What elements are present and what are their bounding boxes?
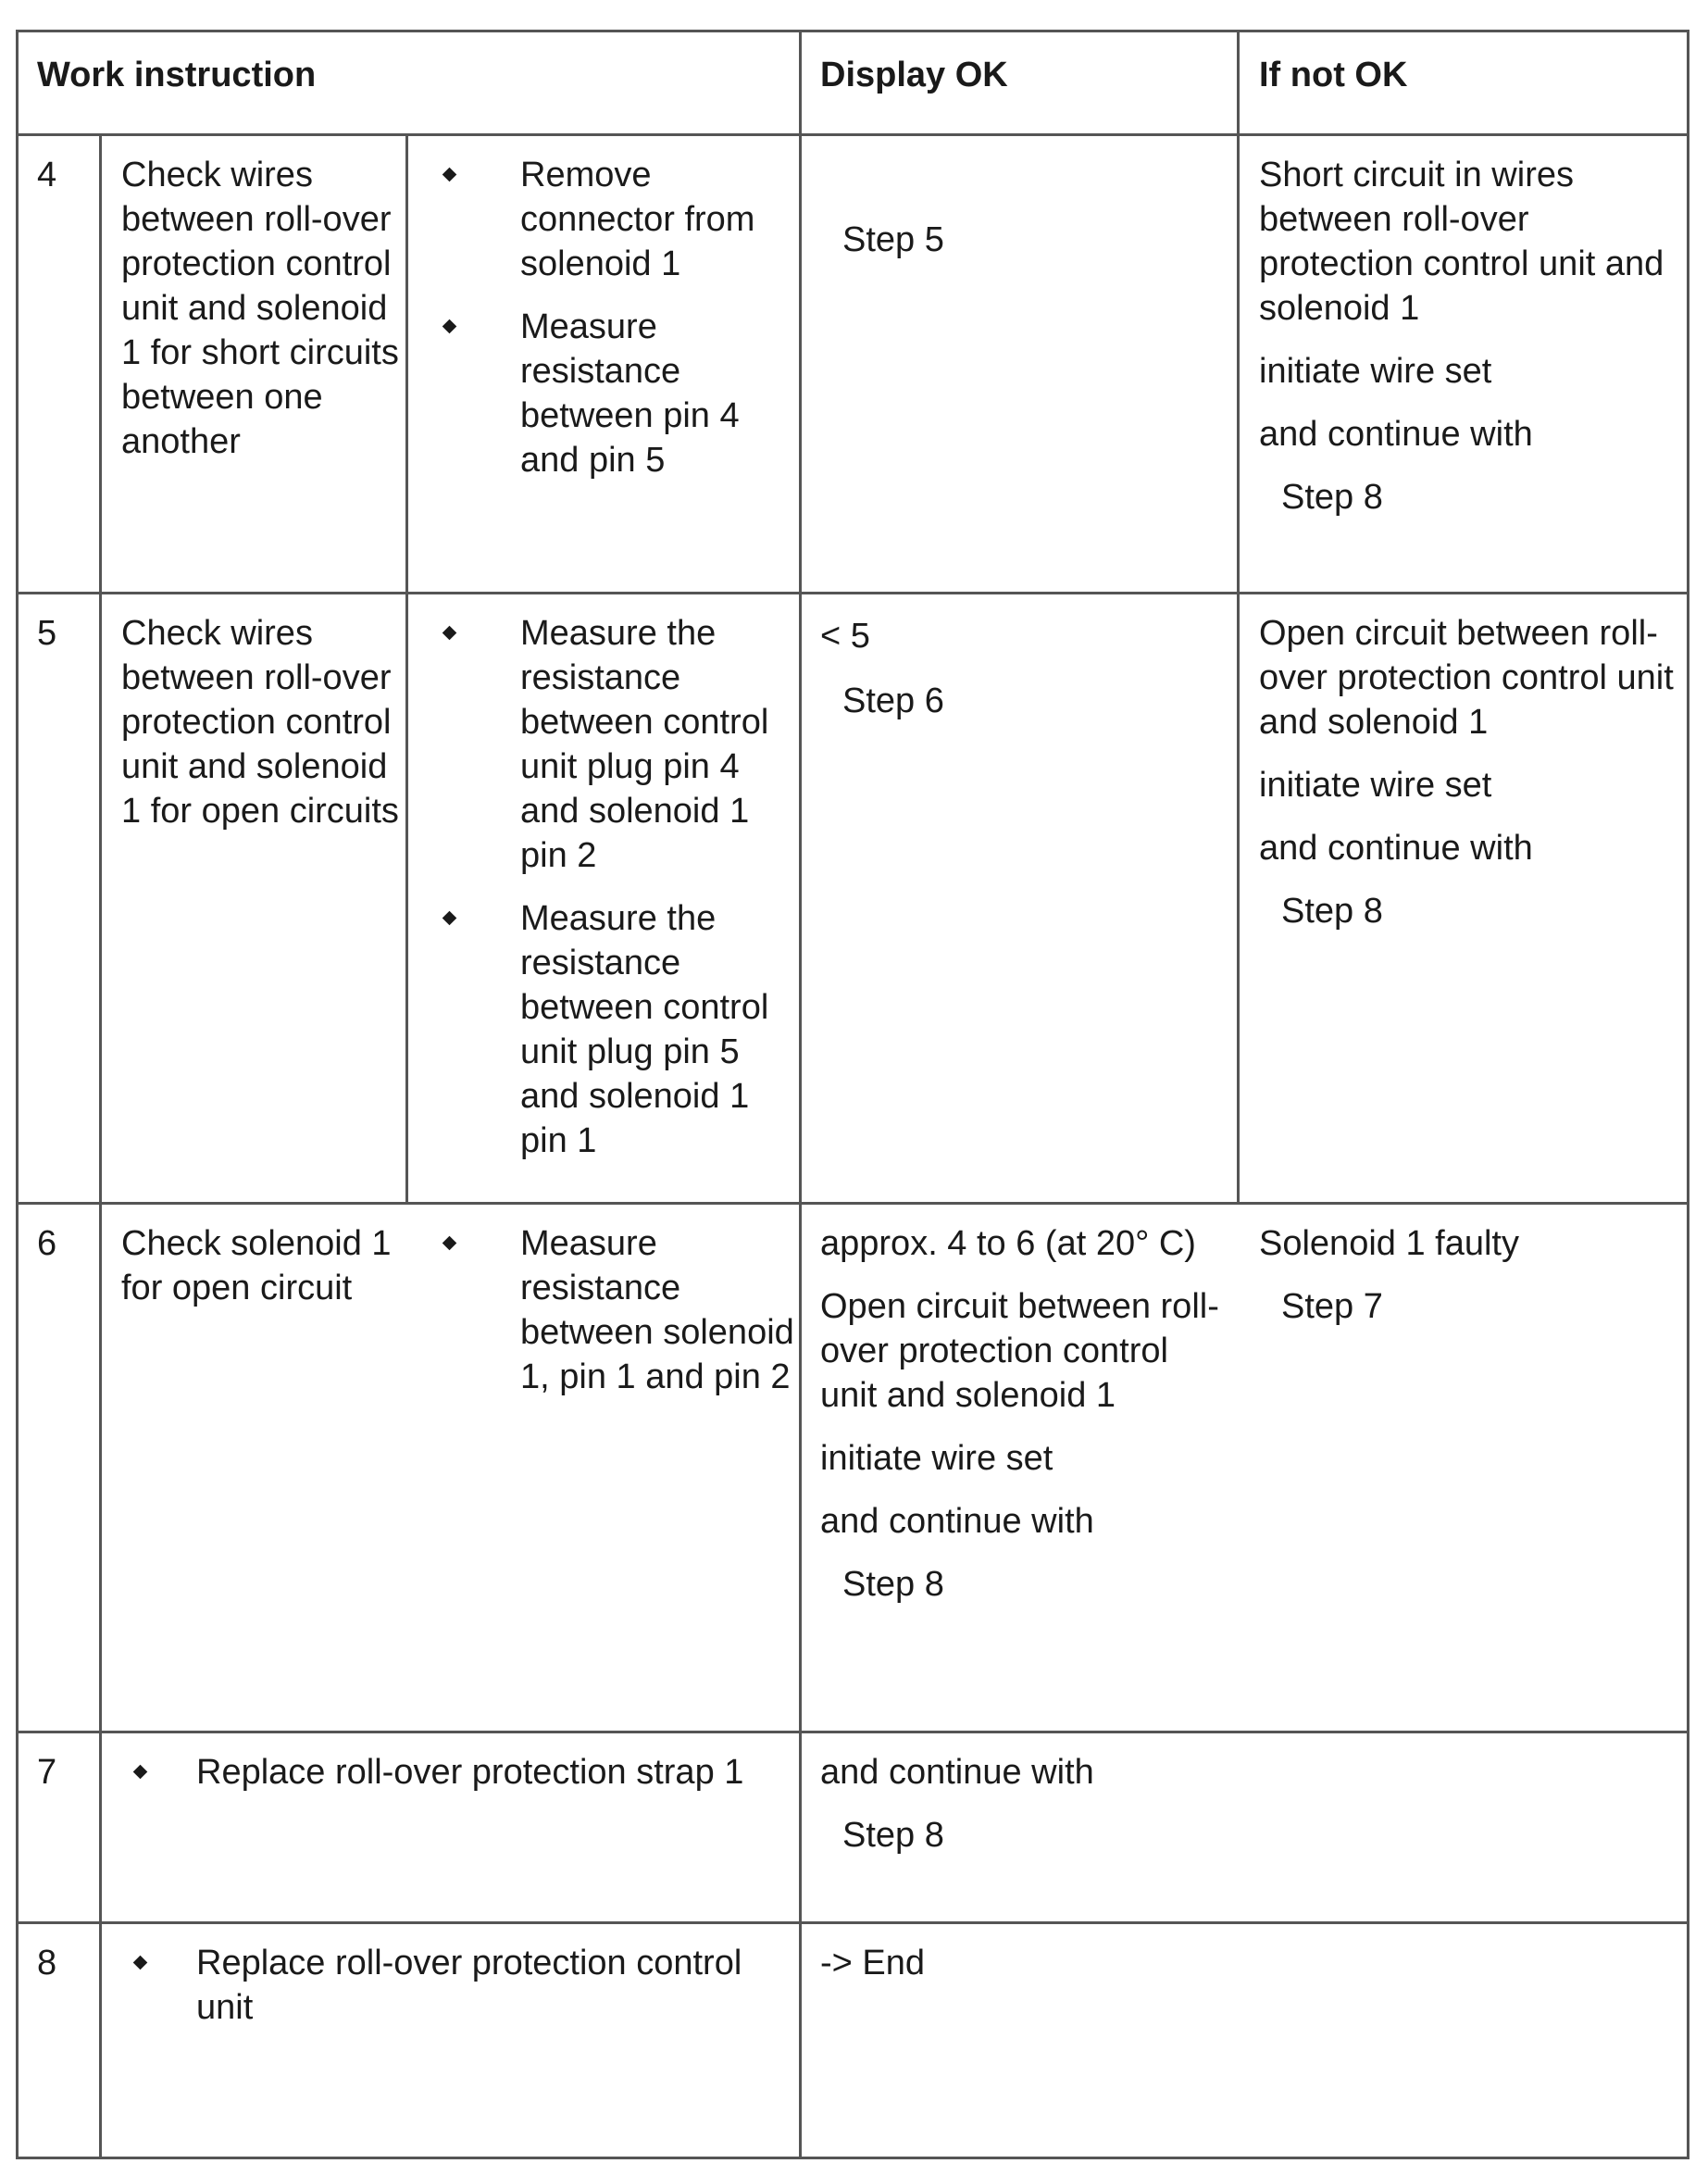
action-item: [106, 1750, 798, 1795]
display-ok-cell: [820, 1221, 1233, 1625]
ok-text: Open circuit between roll-over protection control unit and solenoid 1: [820, 1287, 1219, 1415]
action-list: [417, 1221, 798, 1418]
action-item: [106, 1941, 798, 2030]
display-ok-cell: [820, 1941, 1468, 2004]
display-ok-cell: [820, 218, 1228, 281]
header-display-ok: Display OK: [820, 56, 1008, 94]
row-divider: [19, 1731, 1687, 1733]
ok-value: approx. 4 to 6 (at 20° C): [820, 1224, 1196, 1263]
step-number: 4: [37, 156, 57, 194]
action-text: Replace roll-over protection strap 1: [196, 1753, 744, 1792]
diamond-bullet-icon: [133, 1765, 148, 1780]
row-divider: [19, 133, 1687, 136]
not-ok-text: Solenoid 1 faulty: [1259, 1224, 1519, 1263]
action-item: [417, 1221, 798, 1399]
ok-end: -> End: [820, 1944, 926, 1982]
column-divider: [1237, 32, 1240, 1203]
ok-text: and continue with: [820, 1502, 1094, 1541]
not-ok-text: initiate wire set: [1259, 352, 1492, 391]
diamond-bullet-icon: [443, 319, 457, 334]
not-ok-step: Step 8: [1281, 478, 1383, 517]
display-ok-cell: [820, 1750, 1468, 1876]
row-divider: [19, 1921, 1687, 1924]
ok-step: Step 8: [842, 1816, 944, 1855]
not-ok-text: Open circuit between roll-over protection control unit and solenoid 1: [1259, 614, 1674, 742]
diamond-bullet-icon: [133, 1956, 148, 1970]
action-item: [417, 611, 798, 878]
ok-step: Step 6: [842, 682, 944, 720]
ok-text: initiate wire set: [820, 1439, 1053, 1478]
header-if-not-ok: If not OK: [1259, 56, 1408, 94]
row-divider: [19, 1202, 1687, 1205]
not-ok-text: Short circuit in wires between roll-over protection control unit and solenoid 1: [1259, 156, 1664, 328]
ok-text: and continue with: [820, 1753, 1094, 1792]
check-description: Check solenoid 1 for open circuit: [121, 1224, 392, 1307]
column-divider: [99, 133, 102, 2159]
not-ok-step: Step 8: [1281, 892, 1383, 931]
step-number: 5: [37, 614, 57, 653]
diamond-bullet-icon: [443, 168, 457, 182]
action-text: Measure the resistance between control unit plug pin 5 and solenoid 1 pin 1: [520, 899, 769, 1160]
action-list: [106, 1750, 798, 1813]
not-ok-cell: [1259, 153, 1685, 538]
display-ok-cell: [820, 614, 1228, 742]
step-number: 7: [37, 1753, 57, 1792]
diamond-bullet-icon: [443, 911, 457, 926]
action-text: Measure the resistance between control unit plug pin 4 and solenoid 1 pin 2: [520, 614, 769, 875]
action-item: [417, 896, 798, 1163]
action-text: Remove connector from solenoid 1: [520, 156, 755, 283]
work-instruction-table: [16, 30, 1689, 2159]
not-ok-text: and continue with: [1259, 829, 1533, 868]
action-list: [417, 611, 798, 1182]
row-divider: [19, 592, 1687, 594]
action-list: [106, 1941, 798, 2048]
action-text: Replace roll-over protection control unit: [196, 1944, 742, 2027]
not-ok-cell: [1259, 1221, 1685, 1347]
diamond-bullet-icon: [443, 626, 457, 641]
action-text: Measure resistance between solenoid 1, pin 1 and pin 2: [520, 1224, 794, 1396]
check-description: Check wires between roll-over protection control unit and solenoid 1 for short circuits between one another: [121, 156, 399, 461]
ok-step: Step 5: [842, 220, 944, 259]
ok-value: < 5: [820, 617, 870, 656]
not-ok-text: initiate wire set: [1259, 766, 1492, 805]
check-description: Check wires between roll-over protection control unit and solenoid 1 for open circuits: [121, 614, 399, 831]
header-work-instruction: Work instruction: [37, 56, 317, 94]
column-divider: [799, 32, 802, 2159]
not-ok-text: and continue with: [1259, 415, 1533, 454]
step-number: 8: [37, 1944, 57, 1982]
column-divider: [405, 133, 408, 1203]
not-ok-step: Step 7: [1281, 1287, 1383, 1326]
action-list: [417, 153, 798, 501]
diamond-bullet-icon: [443, 1236, 457, 1251]
action-text: Measure resistance between pin 4 and pin 5: [520, 307, 740, 480]
ok-step: Step 8: [842, 1565, 944, 1604]
step-number: 6: [37, 1224, 57, 1263]
action-item: [417, 153, 798, 286]
action-item: [417, 305, 798, 482]
not-ok-cell: [1259, 611, 1692, 952]
